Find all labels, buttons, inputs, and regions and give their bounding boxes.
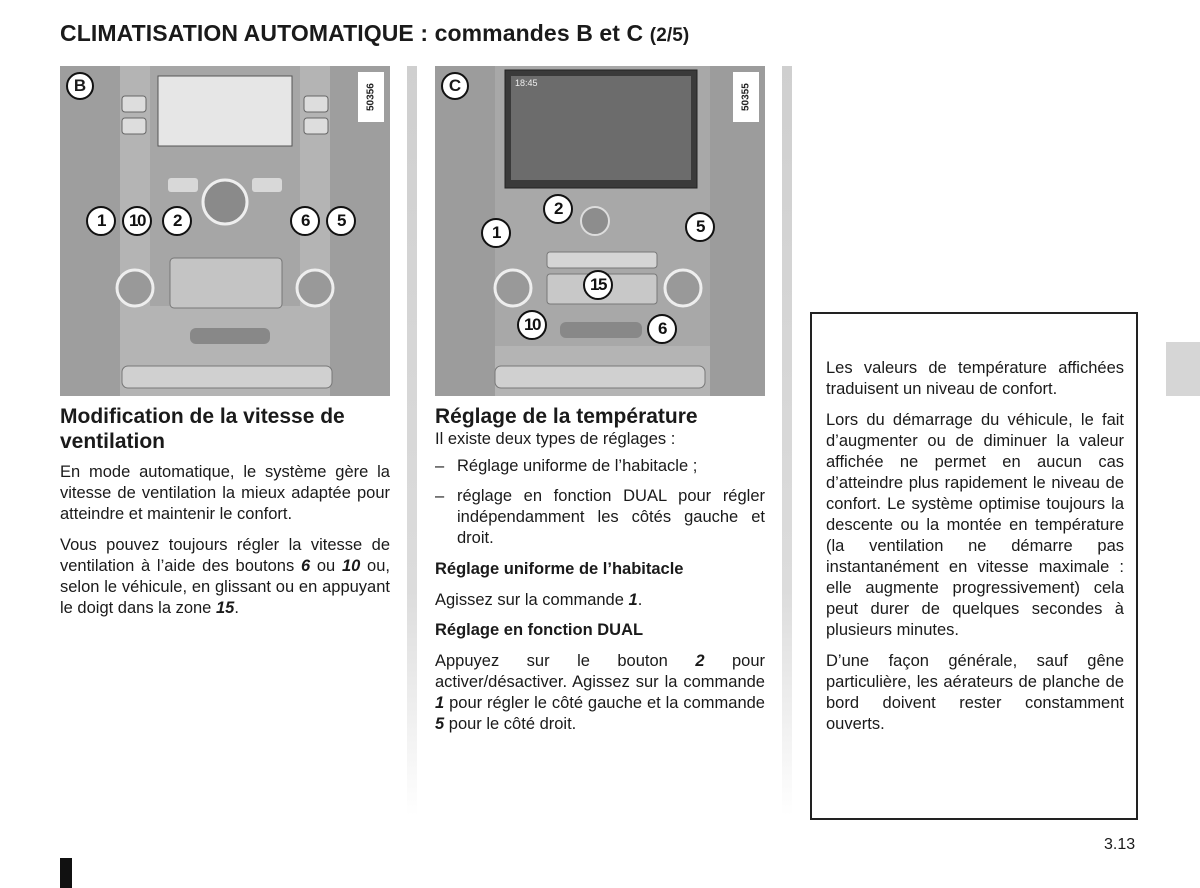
figure-c-callout: 2 xyxy=(543,194,573,224)
paragraph-intro: Il existe deux types de réglages : xyxy=(435,430,676,448)
paragraph-dual-text-a: Appuyez sur le bouton xyxy=(435,652,696,670)
figure-c-callout: 15 xyxy=(583,270,613,300)
figure-b-callout: 10 xyxy=(122,206,152,236)
paragraph-dual-text-c: pour activer/désactiver. Agissez sur la commande xyxy=(435,652,766,691)
figure-b-callout: 2 xyxy=(162,206,192,236)
subheading-uniform: Réglage uniforme de l’habitacle xyxy=(435,560,684,578)
command-ref-1: 1 xyxy=(435,694,445,712)
page-number: 3.13 xyxy=(1104,836,1136,853)
paragraph-uniform-text-c: . xyxy=(637,591,643,609)
figure-b-callout: 5 xyxy=(326,206,356,236)
page-title-text: CLIMATISATION AUTOMATIQUE : commandes B et C xyxy=(60,20,644,46)
figure-b-letter-badge: B xyxy=(66,72,94,100)
paragraph-buttons xyxy=(60,535,390,619)
paragraph-auto-mode-text: En mode automatique, le système gère la vitesse de ventilation la mieux adaptée pour atteindre et maintenir le confort. xyxy=(60,463,390,523)
figure-b-callout: 6 xyxy=(290,206,320,236)
paragraph-buttons-text-e: . xyxy=(234,599,239,617)
paragraph-uniform xyxy=(435,590,765,611)
section-heading-temperature: Réglage de la température xyxy=(435,405,698,428)
command-ref-1: 1 xyxy=(628,591,638,609)
paragraph-buttons-text-c: ou xyxy=(310,557,342,575)
middle-column xyxy=(435,404,765,735)
figure-b-photo xyxy=(60,66,390,396)
button-ref-10: 10 xyxy=(341,557,361,575)
note-box xyxy=(810,312,1138,820)
figure-c-callout: 1 xyxy=(481,218,511,248)
command-ref-5: 5 xyxy=(435,715,445,733)
figure-c-photo xyxy=(435,66,765,396)
paragraph-buttons-text-d: ou, selon le véhicule, en glissant ou en appuyant le doigt dans la zone xyxy=(60,557,390,617)
figure-c-callout: 5 xyxy=(685,212,715,242)
list-item xyxy=(435,486,765,549)
zone-ref-15: 15 xyxy=(215,599,235,617)
chapter-tab-marker xyxy=(1166,342,1200,396)
corner-crop-mark xyxy=(60,858,72,888)
button-ref-2: 2 xyxy=(695,652,705,670)
paragraph-buttons-text-a: Vous pouvez toujours régler la vitesse de ventilation à l’aide des boutons xyxy=(60,536,390,575)
list-item-text: Réglage uniforme de l’habitacle ; xyxy=(457,457,698,475)
note-paragraph: D’une façon générale, sauf gêne particulière, les aérateurs de planche de bord doivent rester constamment ouverts. xyxy=(826,652,1124,733)
figure-c-callout: 6 xyxy=(647,314,677,344)
note-paragraph: Lors du démarrage du véhicule, le fait d’augmenter ou de diminuer la valeur affichée ne permet en aucun cas d’atteindre plus rapidement le niveau de confort. Le système optimise toujours la descente ou la montée en température (la ventilation ne démarre pas instantanément en vitesse maximale : elle augmente progressivement) cela peut durer de quelques secondes à plusieurs minutes. xyxy=(826,411,1124,639)
button-ref-6: 6 xyxy=(300,557,311,575)
left-column xyxy=(60,404,390,619)
paragraph-dual-text-g: pour le côté droit. xyxy=(444,715,577,733)
column-separator-left xyxy=(407,66,417,816)
paragraph-dual-text-e: pour régler le côté gauche et la commande xyxy=(444,694,765,712)
figure-b-callout: 1 xyxy=(86,206,116,236)
figure-c-reference-code: 50355 xyxy=(733,72,759,122)
figure-b-reference-code: 50356 xyxy=(358,72,384,122)
figure-c-callout: 10 xyxy=(517,310,547,340)
list-item-text: réglage en fonction DUAL pour régler indépendamment les côtés gauche et droit. xyxy=(457,487,765,547)
paragraph-uniform-text-a: Agissez sur la commande xyxy=(435,591,629,609)
section-heading-ventilation: Modification de la vitesse de ventilation xyxy=(60,405,345,453)
paragraph-auto-mode xyxy=(60,462,390,525)
figure-c-screen-time: 18:45 xyxy=(515,78,538,88)
figure-c-letter-badge: C xyxy=(441,72,469,100)
page-title xyxy=(60,20,689,47)
column-separator-right xyxy=(782,66,792,816)
note-paragraph: Les valeurs de température affichées traduisent un niveau de confort. xyxy=(826,359,1124,398)
subheading-dual: Réglage en fonction DUAL xyxy=(435,621,644,639)
dash-bullet: – xyxy=(435,457,445,475)
paragraph-dual xyxy=(435,651,765,735)
page-part-indicator: (2/5) xyxy=(649,25,690,46)
dash-bullet: – xyxy=(435,487,445,505)
list-item xyxy=(435,456,765,477)
